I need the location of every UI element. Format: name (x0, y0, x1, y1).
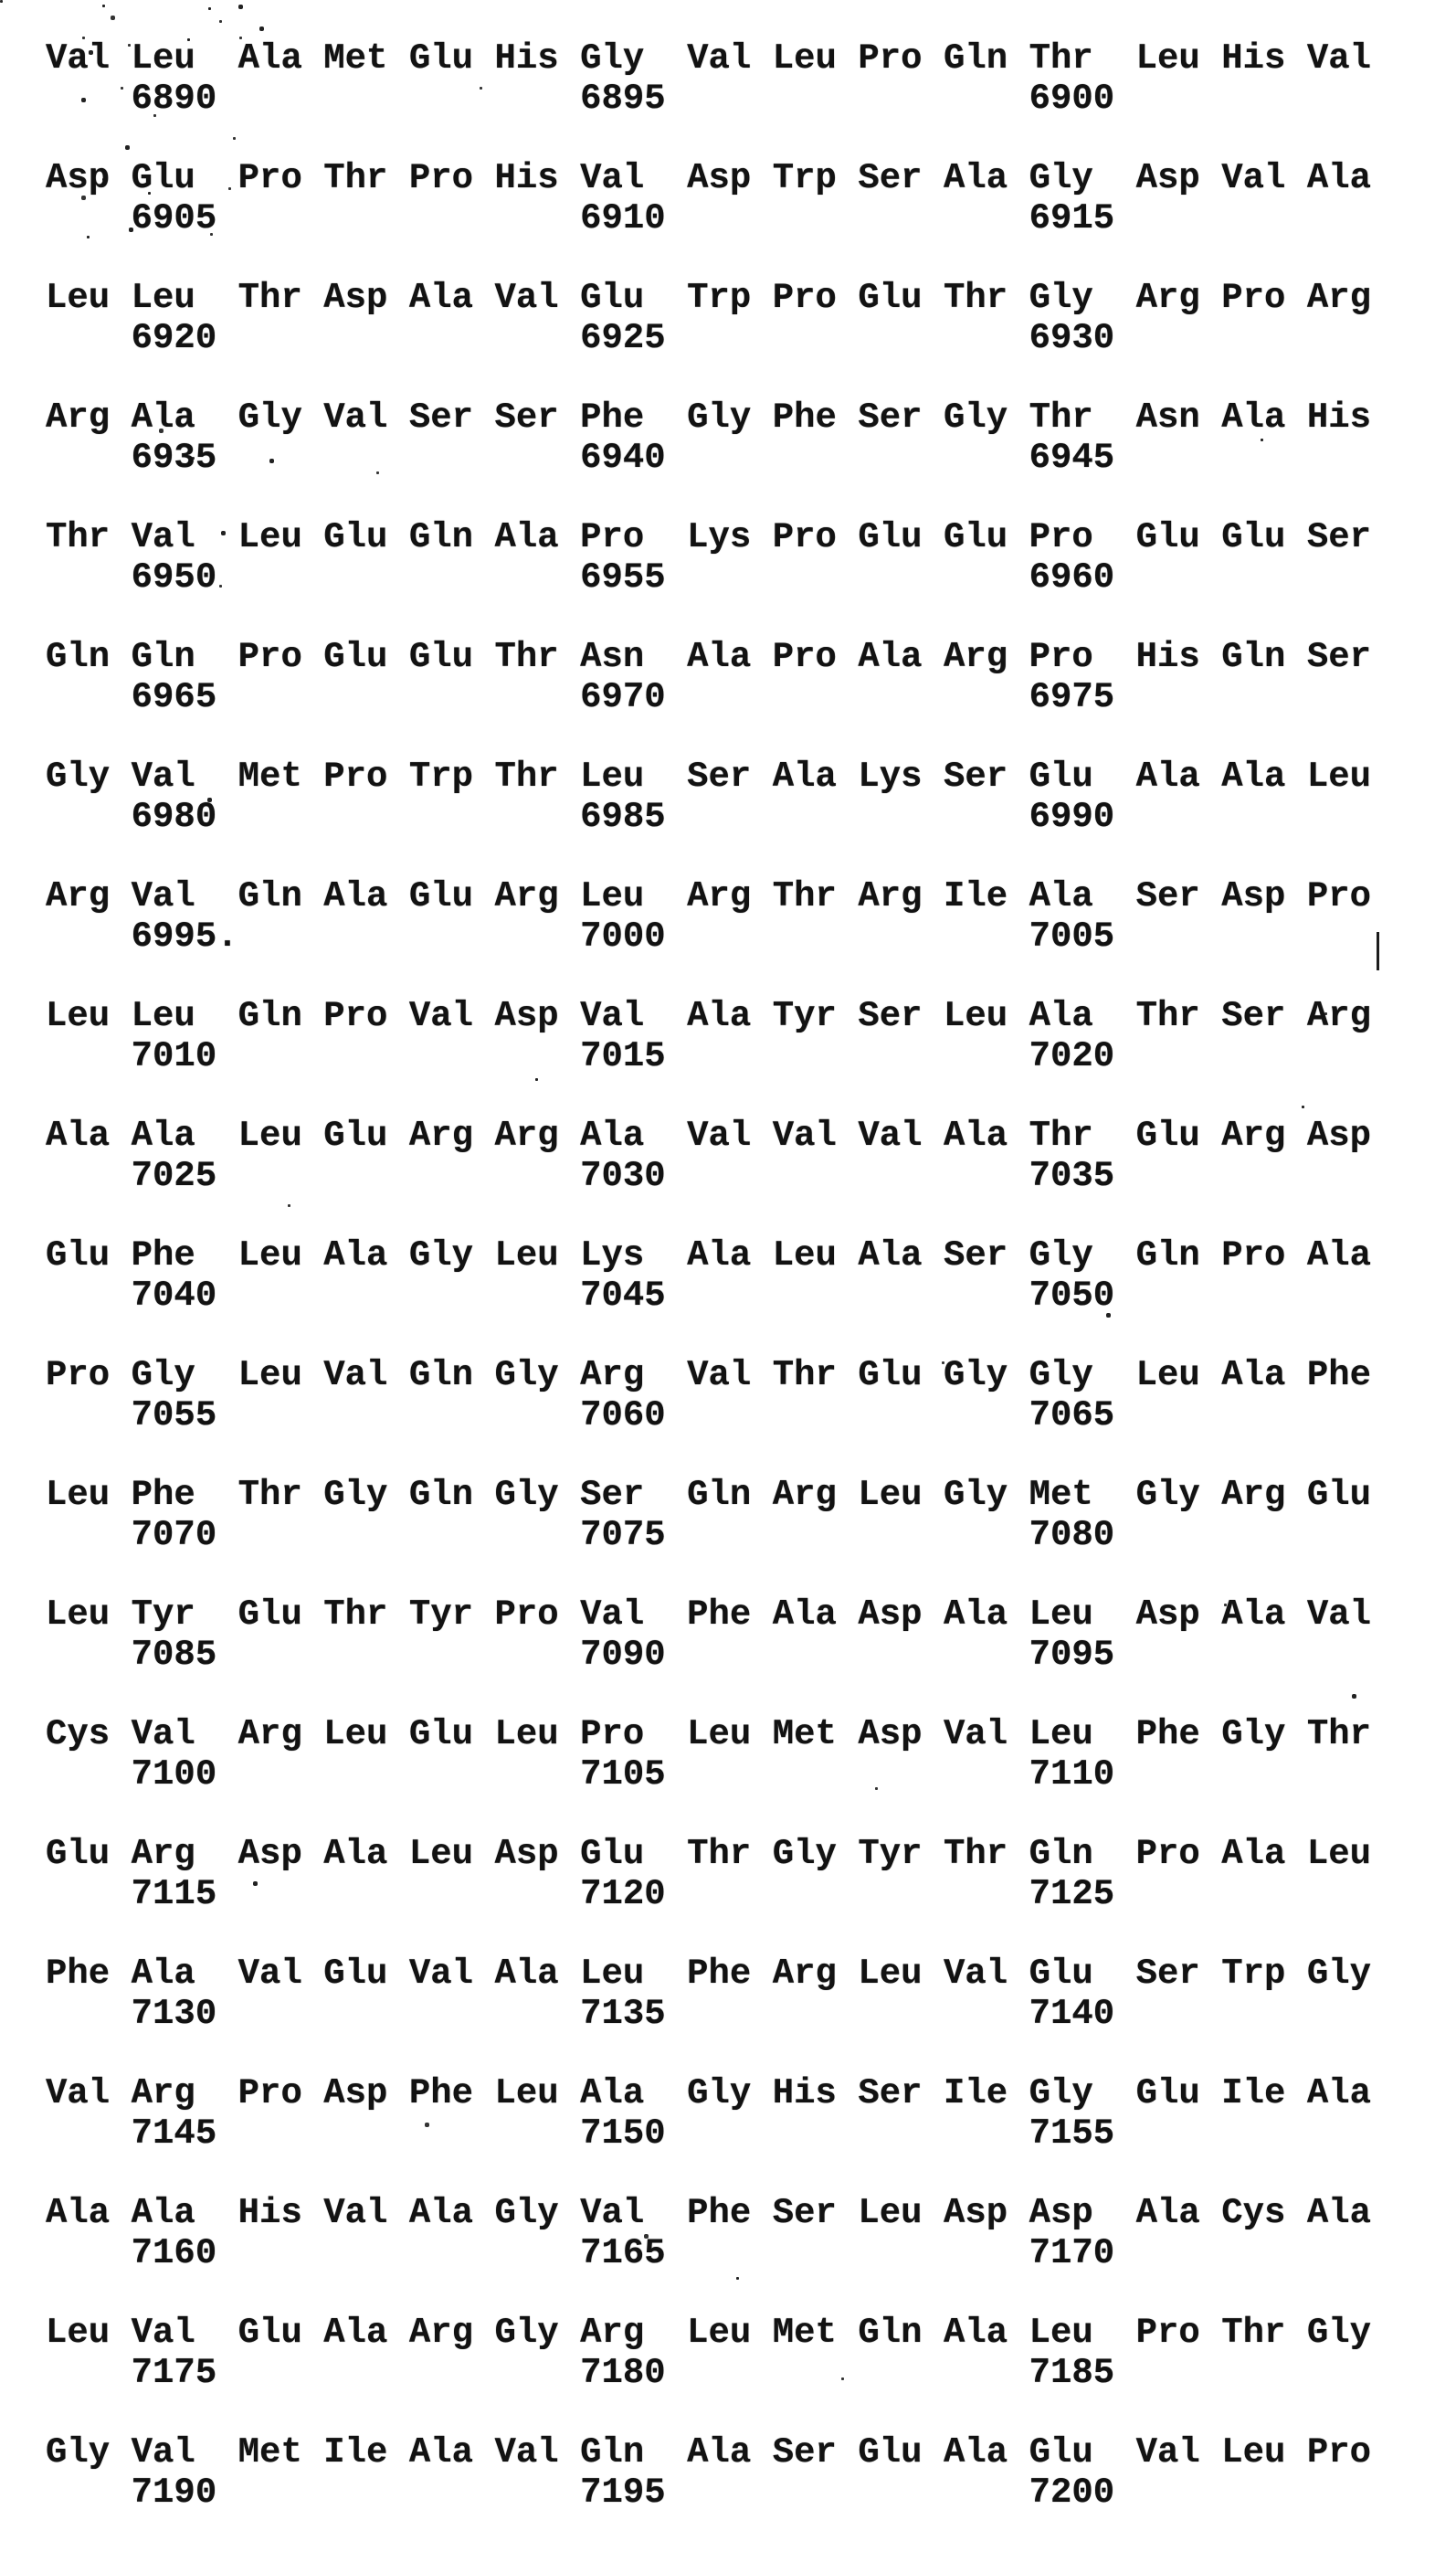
amino-acid-line: Leu Leu Gln Pro Val Asp Val Ala Tyr Ser Leu Ala Thr Ser Arg (46, 996, 1372, 1036)
amino-acid-line: Leu Tyr Glu Thr Tyr Pro Val Phe Ala Asp Ala Leu Asp Ala Val (46, 1594, 1372, 1635)
sequence-row (46, 1714, 1371, 1795)
amino-acid-line: Ala Ala Leu Glu Arg Arg Ala Val Val Val Ala Thr Glu Arg Asp (46, 1116, 1372, 1156)
scan-line-artifact (1377, 932, 1379, 970)
sequence-row (46, 2073, 1371, 2154)
sequence-row (46, 1355, 1371, 1435)
amino-acid-line: Arg Ala Gly Val Ser Ser Phe Gly Phe Ser Gly Thr Asn Ala His (46, 397, 1372, 438)
amino-acid-line: Leu Leu Thr Asp Ala Val Glu Trp Pro Glu Thr Gly Arg Pro Arg (46, 278, 1372, 318)
sequence-row (46, 1594, 1371, 1675)
amino-acid-line: Glu Phe Leu Ala Gly Leu Lys Ala Leu Ala Ser Gly Gln Pro Ala (46, 1235, 1372, 1276)
position-number-line: 7160 7165 7170 (46, 2233, 1115, 2273)
amino-acid-line: Arg Val Gln Ala Glu Arg Leu Arg Thr Arg Ile Ala Ser Asp Pro (46, 876, 1372, 916)
scan-speckle-artifacts (0, 0, 3, 3)
position-number-line: 7070 7075 7080 (46, 1515, 1115, 1555)
sequence-row (46, 517, 1371, 598)
amino-acid-line: Phe Ala Val Glu Val Ala Leu Phe Arg Leu Val Glu Ser Trp Gly (46, 1954, 1372, 1994)
amino-acid-line: Val Leu Ala Met Glu His Gly Val Leu Pro Gln Thr Leu His Val (46, 38, 1372, 79)
sequence-rows-container (46, 38, 1371, 2552)
amino-acid-line: Cys Val Arg Leu Glu Leu Pro Leu Met Asp Val Leu Phe Gly Thr (46, 1714, 1372, 1754)
position-number-line: 6995. 7000 7005 (46, 916, 1115, 957)
position-number-line: 7115 7120 7125 (46, 1874, 1115, 1914)
amino-acid-line: Thr Val Leu Glu Gln Ala Pro Lys Pro Glu Glu Pro Glu Glu Ser (46, 517, 1372, 557)
sequence-row (46, 38, 1371, 119)
amino-acid-line: Leu Val Glu Ala Arg Gly Arg Leu Met Gln Ala Leu Pro Thr Gly (46, 2313, 1372, 2353)
amino-acid-line: Gln Gln Pro Glu Glu Thr Asn Ala Pro Ala Arg Pro His Gln Ser (46, 637, 1372, 677)
amino-acid-line: Ala Ala His Val Ala Gly Val Phe Ser Leu Asp Asp Ala Cys Ala (46, 2193, 1372, 2233)
amino-acid-line: Val Arg Pro Asp Phe Leu Ala Gly His Ser Ile Gly Glu Ile Ala (46, 2073, 1372, 2113)
position-number-line: 7010 7015 7020 (46, 1036, 1115, 1076)
position-number-line: 6980 6985 6990 (46, 797, 1115, 837)
sequence-row (46, 1954, 1371, 2034)
amino-acid-line: Asp Glu Pro Thr Pro His Val Asp Trp Ser Ala Gly Asp Val Ala (46, 158, 1372, 198)
amino-acid-line: Gly Val Met Pro Trp Thr Leu Ser Ala Lys Ser Glu Ala Ala Leu (46, 757, 1372, 797)
position-number-line: 7085 7090 7095 (46, 1635, 1115, 1675)
sequence-row (46, 2193, 1371, 2273)
position-number-line: 7130 7135 7140 (46, 1994, 1115, 2034)
position-number-line: 6935 6940 6945 (46, 438, 1115, 478)
position-number-line: 6890 6895 6900 (46, 79, 1115, 119)
sequence-row (46, 996, 1371, 1076)
sequence-row (46, 1235, 1371, 1316)
position-number-line: 7055 7060 7065 (46, 1395, 1115, 1435)
sequence-row (46, 2432, 1371, 2513)
position-number-line: 7025 7030 7035 (46, 1156, 1115, 1196)
position-number-line: 6950 6955 6960 (46, 557, 1115, 598)
position-number-line: 6920 6925 6930 (46, 318, 1115, 358)
sequence-row (46, 1475, 1371, 1555)
amino-acid-line: Pro Gly Leu Val Gln Gly Arg Val Thr Glu Gly Gly Leu Ala Phe (46, 1355, 1372, 1395)
sequence-row (46, 757, 1371, 837)
position-number-line: 7100 7105 7110 (46, 1754, 1115, 1795)
sequence-row (46, 397, 1371, 478)
sequence-row (46, 158, 1371, 238)
sequence-row (46, 278, 1371, 358)
sequence-row (46, 2313, 1371, 2393)
amino-acid-line: Glu Arg Asp Ala Leu Asp Glu Thr Gly Tyr Thr Gln Pro Ala Leu (46, 1834, 1372, 1874)
position-number-line: 6905 6910 6915 (46, 198, 1115, 238)
position-number-line: 7190 7195 7200 (46, 2473, 1115, 2513)
position-number-line: 7175 7180 7185 (46, 2353, 1115, 2393)
position-number-line: 6965 6970 6975 (46, 677, 1115, 717)
amino-acid-line: Gly Val Met Ile Ala Val Gln Ala Ser Glu Ala Glu Val Leu Pro (46, 2432, 1372, 2473)
sequence-row (46, 876, 1371, 957)
sequence-row (46, 637, 1371, 717)
amino-acid-line: Leu Phe Thr Gly Gln Gly Ser Gln Arg Leu Gly Met Gly Arg Glu (46, 1475, 1372, 1515)
sequence-row (46, 1834, 1371, 1914)
sequence-row (46, 1116, 1371, 1196)
position-number-line: 7145 7150 7155 (46, 2113, 1115, 2154)
position-number-line: 7040 7045 7050 (46, 1276, 1115, 1316)
